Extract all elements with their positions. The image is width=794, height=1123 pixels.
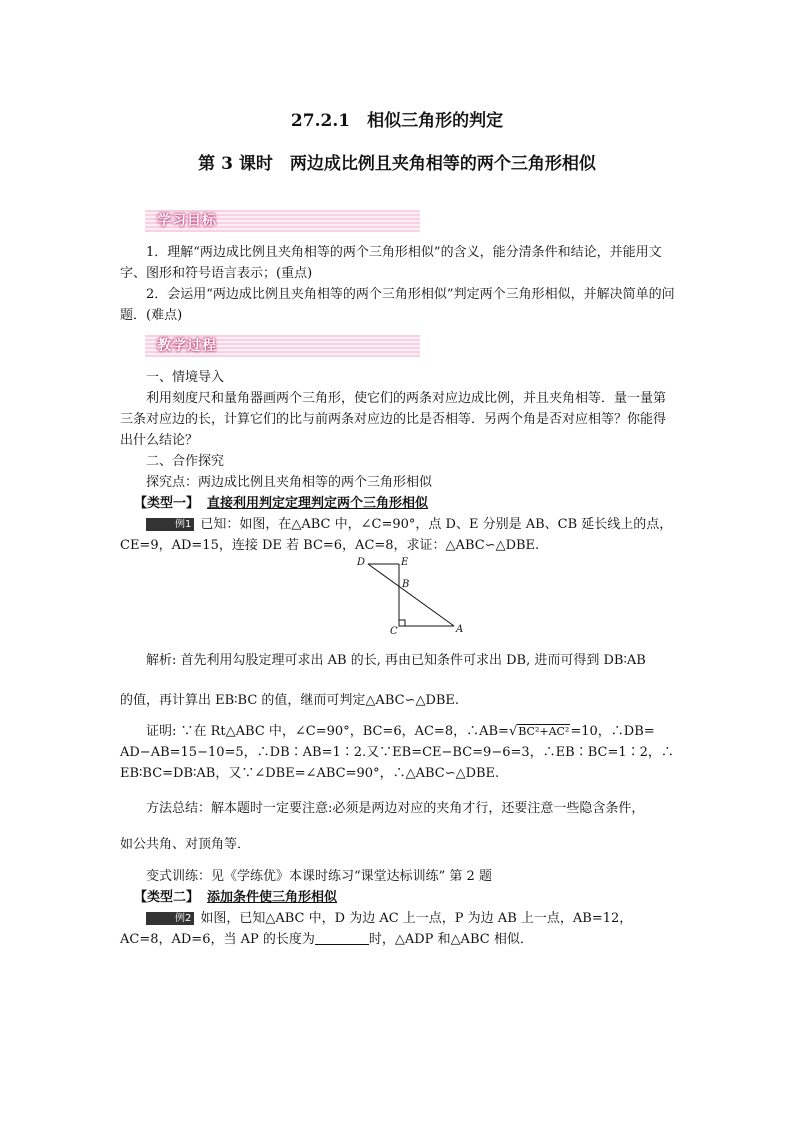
label-a: A [456,624,464,635]
answer-blank [315,932,369,945]
right-angle-mark [399,620,405,626]
intro-text: 利用刻度尺和量角器画两个三角形，使它们的两条对应边成比例，并且夹角相等．量一量第三条对应边的长，计算它们的比与前两条对应边的比是否相等．另两个角是否对应相等？你能得出什么结论？ [120,391,667,448]
type2-label: 【类型二】 [134,890,200,905]
segment-da [368,564,454,626]
proof-text-1a: 证明: ∵在 Rt△ABC 中，∠C=90°，BC=6，AC=8，∴AB= [146,724,509,739]
example1 [120,514,676,556]
type1-label: 【类型一】 [134,496,200,511]
explore-heading: 二、合作探究 [146,454,225,469]
intro-heading: 一、情境导入 [146,370,225,385]
section-banner-process [145,335,420,357]
type1-title: 直接利用判定定理判定两个三角形相似 [207,496,429,511]
label-d: D [357,557,366,568]
explore-point: 探究点：两边成比例且夹角相等的两个三角形相似 [146,475,433,490]
variant-training: 变式训练：见《学练优》本课时练习“课堂达标训练” 第 2 题 [146,869,492,884]
example2-tag: 例2 [146,912,194,925]
proof-line-3: EB∶BC=DB∶AB，又∵∠DBE=∠ABC=90°，∴△ABC∽△DBE. [120,766,500,781]
type2-heading [134,887,337,908]
page-subtitle: 第 3 课时 两边成比例且夹角相等的两个三角形相似 [198,154,596,174]
label-b: B [402,579,410,590]
proof-line-2: AD−AB=15−10=5，∴DB∶AB=1∶2.又∵EB=CE−BC=9−6=3，∴EB∶BC=1∶2，∴ [120,745,674,760]
example2-text-a: 如图，已知△ABC 中，D 为边 AC 上一点，P 为边 AB 上一点，AB=12，AC=8，AD=6，当 AP 的长度为 [120,911,633,947]
example2-text-b: 时，△ADP 和△ABC 相似． [368,932,533,947]
section-label-process: 教学过程 [157,338,217,354]
section-banner-goals [145,210,420,232]
method-line-1: 方法总结：解本题时一定要注意:必须是两边对应的夹角才行，还要注意一些隐含条件， [146,801,645,816]
proof-line-1: 证明: ∵在 Rt△ABC 中，∠C=90°，BC=6，AC=8，∴AB=√BC²+AC²=10，∴DB= [146,724,655,739]
type1-heading [134,493,428,514]
example1-tag: 例1 [146,518,194,531]
example2 [120,908,676,950]
type2-title: 添加条件使三角形相似 [207,890,338,905]
proof-text-1b: =10，∴DB= [570,724,655,739]
analysis-line-1: 解析: 首先利用勾股定理可求出 AB 的长, 再由已知条件可求出 DB, 进而可得到 DB∶AB [146,653,646,668]
page-title: 27.2.1 相似三角形的判定 [290,111,504,131]
label-c: C [390,626,398,636]
label-e: E [401,557,409,568]
analysis-line-2: 的值，再计算出 EB∶BC 的值，继而可判定△ABC∽△DBE. [120,693,460,708]
goal-item-2: 2．会运用“两边成比例且夹角相等的两个三角形相似”判定两个三角形相似，并解决简单的问题．(难点) [120,287,675,323]
example1-text: 已知：如图，在△ABC 中，∠C=90°，点 D、E 分别是 AB、CB 延长线上的点，CE=9，AD=15，连接 DE 若 BC=6，AC=8，求证：△ABC∽△DBE. [120,517,673,553]
triangle-figure [350,554,470,636]
goal-item-1: 1．理解“两边成比例且夹角相等的两个三角形相似”的含义，能分清条件和结论，并能用文字、图形和符号语言表示；(重点) [120,245,662,281]
method-line-2: 如公共角、对顶角等． [120,837,251,852]
proof-sqrt: BC²+AC² [518,725,570,738]
section-label-goals: 学习目标 [157,213,217,229]
